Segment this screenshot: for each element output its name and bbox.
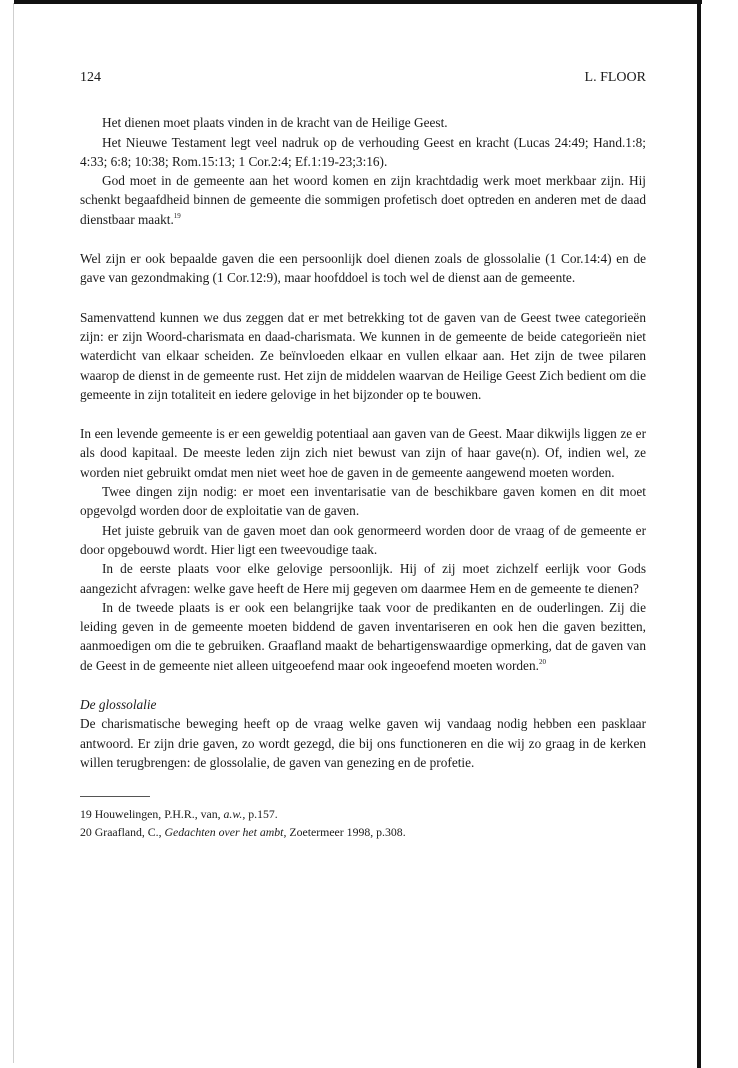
footnote-20 (80, 823, 646, 841)
page-number: 124 (80, 70, 101, 85)
footnote-ref-20: 20 (538, 657, 546, 666)
footnote-italic: a.w., (223, 807, 246, 822)
section-heading: De glossolalie (80, 697, 157, 713)
paragraph: Het Nieuwe Testament legt veel nadruk op de verhouding Geest en kracht (Lucas 24:49; Hand.1:8; 4:33; 6:8; 10:38; Rom.15:13; 1 Cor.2:4; Ef.1:19-23;3:16). (80, 134, 646, 169)
footnote-19 (80, 805, 646, 823)
footnote-ref-19: 19 (173, 211, 181, 220)
footnote-divider (80, 796, 150, 797)
paragraph: In een levende gemeente is er een geweldig potentiaal aan gaven van de Geest. Maar dikwijls liggen ze er als dood kapitaal. De meeste leden zijn zich niet bewust van zijn of haar gave(n). Of, indien wel, ze worden niet gebruikt omdat men niet weet hoe de gaven in de gemeente aangewend moeten worden. (80, 426, 646, 480)
document-page (80, 68, 646, 841)
running-header (80, 68, 646, 87)
paragraph (80, 171, 646, 229)
footnote-italic: Gedachten over het ambt, (164, 825, 287, 840)
scan-border-right (697, 3, 701, 1068)
paragraph: De charismatische beweging heeft op de vraag welke gaven wij vandaag nodig hebben een pasklaar antwoord. Er zijn drie gaven, zo wordt gezegd, die bij ons functioneren en die wij zo graag in de kerken willen terugbrengen: de glossolalie, de gaven van genezing en de profetie. (80, 716, 646, 770)
footnote-text: p.157. (248, 807, 278, 822)
scan-border-top (14, 0, 702, 4)
author-header: L. FLOOR (584, 70, 646, 85)
footnote-text: Zoetermeer 1998, p.308. (289, 825, 406, 840)
paragraph (80, 598, 646, 675)
paragraph: Het dienen moet plaats vinden in de kracht van de Heilige Geest. (102, 115, 448, 131)
paragraph-text: God moet in de gemeente aan het woord komen en zijn krachtdadig werk moet merkbaar zijn. Hij schenkt begaafdheid binnen de gemeente die sommigen profetisch doet optreden en anderen met de daad dienstbaar maakt. (80, 173, 646, 227)
footnote-text: 20 Graafland, C., (80, 825, 162, 840)
paragraph: In de eerste plaats voor elke gelovige persoonlijk. Hij of zij moet zichzelf eerlijk voor Gods aangezicht afvragen: welke gave heeft de Here mij gegeven om daarmee Hem en de gemeente te dienen? (80, 561, 646, 596)
paragraph: Samenvattend kunnen we dus zeggen dat er met betrekking tot de gaven van de Geest twee categorieën zijn: er zijn Woord-charismata en daad-charismata. We kunnen in de gemeente de beide categorieën niet waterdicht van elkaar scheiden. Ze beïnvloeden elkaar en vullen elkaar aan. Het zijn de twee pilaren waarop de dienst in de gemeente rust. Het zijn de middelen waarvan de Heilige Geest Zich bedient om die gemeente in zijn totaliteit en iedere gelovige in het bijzonder op te bouwen. (80, 309, 646, 402)
paragraph: Wel zijn er ook bepaalde gaven die een persoonlijk doel dienen zoals de glossolalie (1 Cor.14:4) en de gave van gezondmaking (1 Cor.12:9), maar hoofddoel is toch wel de dienst aan de gemeente. (80, 251, 646, 286)
paragraph: Het juiste gebruik van de gaven moet dan ook genormeerd worden door de vraag of de gemeente er door opgebouwd wordt. Hier ligt een tweevoudige taak. (80, 522, 646, 557)
scan-border-left (13, 3, 14, 1063)
footnote-text: 19 Houwelingen, P.H.R., van, (80, 807, 221, 822)
paragraph: Twee dingen zijn nodig: er moet een inventarisatie van de beschikbare gaven komen en dit moet opgevolgd worden door de exploitatie van de gaven. (80, 484, 646, 519)
paragraph-text: In de tweede plaats is er ook een belangrijke taak voor de predikanten en de ouderlingen. Zij die leiding geven in de gemeente moeten biddend de gaven inventariseren en ook hen die gaven bezitten, aanmoedigen om die te gebruiken. Graafland maakt de behartigenswaardige opmerking, dat de gaven van de Geest in de gemeente niet alleen uitgeoefend maar ook ingeoefend moeten worden. (80, 599, 646, 673)
